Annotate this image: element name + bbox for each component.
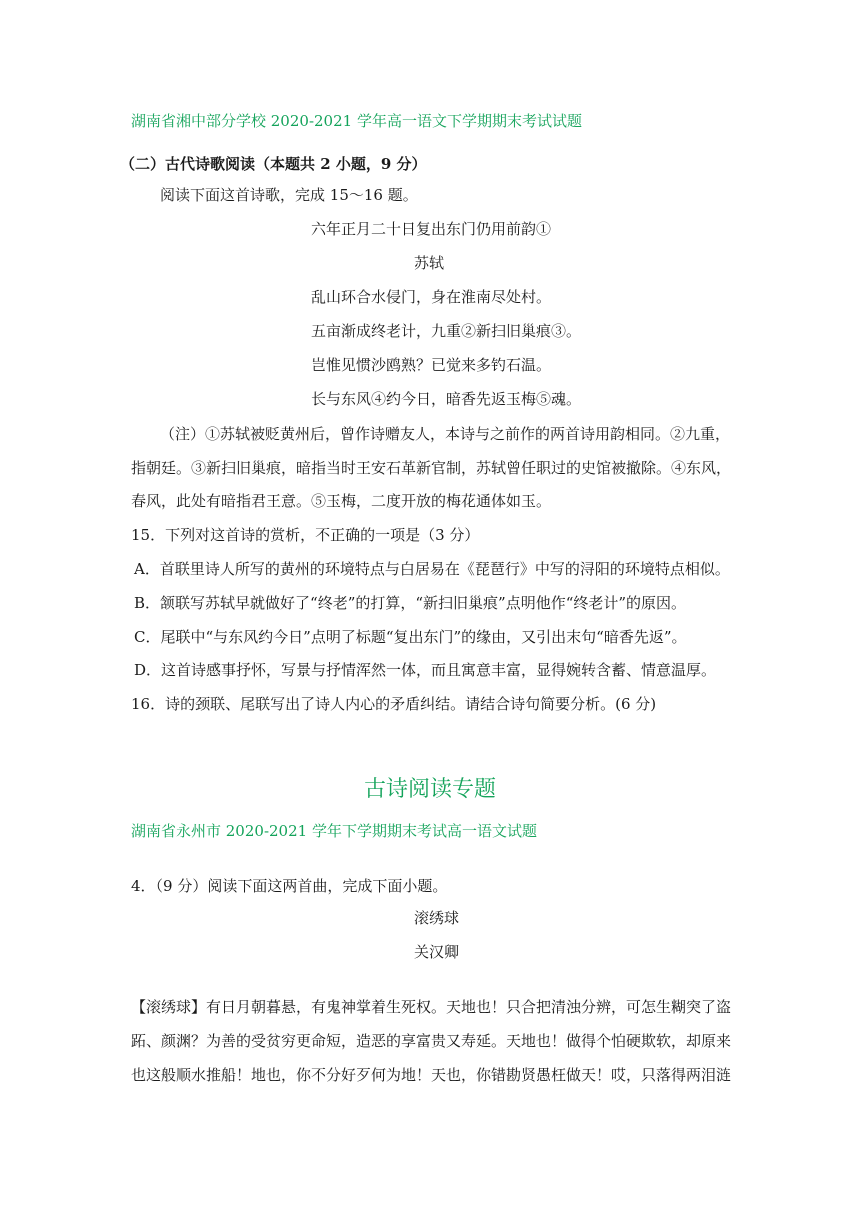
note-line-2: 指朝廷。③新扫旧巢痕，暗指当时王安石革新官制，苏轼曾任职过的史馆被撤除。④东风， (131, 459, 732, 477)
piece-body-line-3: 也这般顺水推船！地也，你不分好歹何为地！天也，你错勘贤愚枉做天！哎，只落得两泪涟 (131, 1066, 732, 1084)
question-15-option-d: D．这首诗感事抒怀，写景与抒情浑然一体，而且寓意丰富，显得婉转含蓄、情意温厚。 (134, 661, 717, 679)
question-15-option-c: C．尾联中“与东风约今日”点明了标题“复出东门”的缘由，又引出末句“暗香先返”。 (134, 628, 687, 646)
piece-body-line-2: 跖、颜渊？为善的受贫穷更命短，造恶的享富贵又寿延。天地也！做得个怕硬欺软，却原来 (131, 1032, 732, 1050)
instruction: 阅读下面这首诗歌，完成 15～16 题。 (160, 186, 418, 204)
piece-body-line-1: 【滚绣球】有日月朝暮悬，有鬼神掌着生死权。天地也！只合把清浊分辨，可怎生糊突了盗 (131, 998, 732, 1016)
question-4: 4．（9 分）阅读下面这两首曲，完成下面小题。 (131, 877, 448, 895)
poem-author: 苏轼 (414, 254, 445, 272)
question-15-stem: 15．下列对这首诗的赏析，不正确的一项是（3 分） (131, 526, 480, 544)
piece-author: 关汉卿 (414, 943, 460, 961)
source-title-2: 湖南省永州市 2020-2021 学年下学期期末考试高一语文试题 (131, 822, 537, 840)
section-heading: （二）古代诗歌阅读（本题共 2 小题，9 分） (120, 155, 427, 173)
source-title-1: 湖南省湘中部分学校 2020-2021 学年高一语文下学期期末考试试题 (131, 112, 582, 130)
poem-title: 六年正月二十日复出东门仍用前韵① (311, 220, 552, 238)
topic-heading: 古诗阅读专题 (363, 777, 496, 802)
question-16: 16．诗的颈联、尾联写出了诗人内心的矛盾纠结。请结合诗句简要分析。(6 分) (131, 695, 657, 713)
poem-line-2: 五亩渐成终老计，九重②新扫旧巢痕③。 (311, 322, 582, 340)
poem-line-1: 乱山环合水侵门，身在淮南尽处村。 (311, 288, 552, 306)
note-line-3: 春风，此处有暗指君王意。⑤玉梅，二度开放的梅花通体如玉。 (131, 492, 552, 510)
question-15-option-a: A．首联里诗人所写的黄州的环境特点与白居易在《琵琶行》中写的浔阳的环境特点相似。 (134, 560, 730, 578)
note-line-1: （注）①苏轼被贬黄州后，曾作诗赠友人，本诗与之前作的两首诗用韵相同。②九重， (160, 425, 731, 443)
poem-line-3: 岂惟见惯沙鸥熟？已觉来多钓石温。 (311, 356, 552, 374)
poem-line-4: 长与东风④约今日，暗香先返玉梅⑤魂。 (311, 390, 582, 408)
piece-title: 滚绣球 (414, 909, 460, 927)
question-15-option-b: B．颔联写苏轼早就做好了“终老”的打算，“新扫旧巢痕”点明他作“终老计”的原因。 (134, 594, 687, 612)
